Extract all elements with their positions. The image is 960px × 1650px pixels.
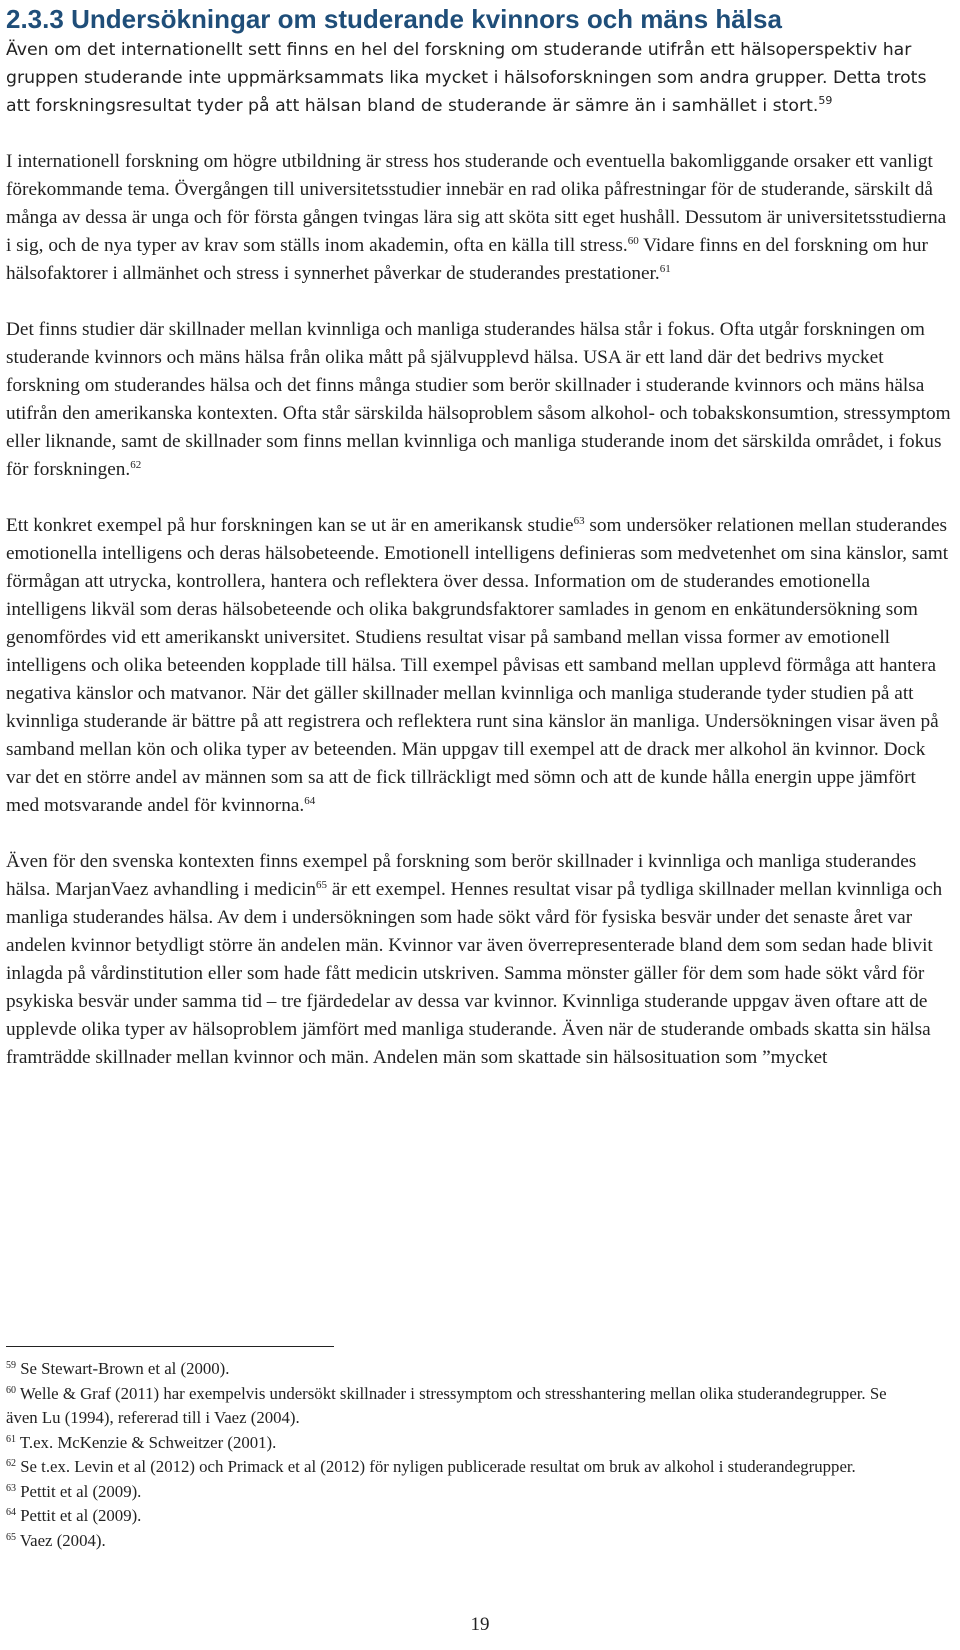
paragraph-text: Ett konkret exempel på hur forskningen kan se ut är en amerikansk studie [6,515,574,536]
footnote-ref[interactable]: 64 [304,795,316,807]
paragraph-stress [6,148,952,288]
paragraph-text: är ett exempel. Hennes resultat visar på tydliga skillnader mellan kvinnliga och manliga studerandes hälsa. Av dem i undersökningen som hade sökt vård för fysiska besvär under det senaste året var andelen kvinnor betydligt större än andelen män. Kvinnor var även överrepresenterade bland dem som sedan hade blivit inlagda på vårdinstitution eller som hade fått medicin utskriven. Samma mönster gäller för dem som hade sökt vård för psykiska besvär under samma tid – tre fjärdedelar av dessa var kvinnor. Kvinnliga studerande uppgav även oftare att de upplevde olika typer av hälsoproblem jämfört med manliga studerande. Även när de studerande ombads skatta sin hälsa framträdde skillnader mellan kvinnor och män. Andelen män som skattade sin hälsosituation som ”mycket [6,879,943,1068]
footnote [6,1431,906,1456]
footnotes [6,1357,906,1553]
footnote-number: 61 [6,1433,16,1445]
body-text [6,36,952,1072]
paragraph-text: Även om det internationellt sett finns en hel del forskning om studerande utifrån ett hälsoperspektiv har gruppen studerande inte uppmärksammats lika mycket i hälsoforskningen som andra grupper. Detta trots att forskningsresultat tyder på att hälsan bland de studerande är sämre än i samhället i stort. [6,40,927,116]
footnote-number: 62 [6,1458,16,1469]
footnote-text: Vaez (2004). [19,1530,106,1550]
paragraph-swedish-context [6,848,952,1072]
paragraph-intro [6,36,952,120]
section-number: 2.3.3 [6,4,64,34]
footnote-text: Welle & Graf (2011) har exempelvis undersökt skillnader i stressymptom och stresshantering mellan olika studerandegrupper. Se även Lu (1994), refererad till i Vaez (2004). [6,1383,887,1427]
footnote-text: Se t.ex. Levin et al (2012) och Primack et al (2012) för nyligen publicerade resultat om bruk av alkohol i studerandegrupper. [20,1457,856,1476]
paragraph-gender-differences [6,316,952,484]
footnote-number: 65 [6,1531,16,1543]
footnote-text: Pettit et al (2009). [20,1481,142,1501]
footnote-number: 59 [6,1360,16,1371]
footnote-number: 64 [6,1507,16,1518]
footnote-separator [6,1346,334,1347]
footnote [6,1504,906,1529]
paragraph-text: som undersöker relationen mellan studerandes emotionella intelligens och deras hälsobeteende. Emotionell intelligens definieras som medvetenhet om sina känslor, samt förmågan att utrycka, kontrollera, hantera och reflektera över dessa. Information om de studerandes emotionella intelligens likväl som deras hälsobeteende och olika bakgrundsfaktorer samlades in genom en enkätundersökning som genomfördes vid ett amerikanskt universitet. Studiens resultat visar på samband mellan vissa former av emotionell intelligens och olika beteenden kopplade till hälsa. Till exempel påvisas ett samband mellan upplevd förmåga att hantera negativa känslor och matvanor. När det gäller skillnader mellan kvinnliga och manliga studerande tyder studien på att kvinnliga studerande är bättre på att registrera och reflektera runt sina känslor än manliga. Undersökningen visar även på samband mellan kön och olika typer av beteenden. Män uppgav till exempel att de drack mer alkohol än kvinnor. Dock var det en större andel av männen som sa att de fick tillräckligt med sömn och att de kunde hålla energin uppe jämfört med motsvarande andel för kvinnorna. [6,515,949,816]
footnote-number: 63 [6,1482,16,1494]
footnote-number: 60 [6,1384,16,1396]
paragraph-text: Även för den svenska kontexten finns exempel på forskning som berör skillnader i kvinnliga och manliga studerandes hälsa. MarjanVaez avhandling i medicin [6,851,917,900]
footnote [6,1455,906,1480]
footnote [6,1529,906,1554]
footnote-ref[interactable]: 59 [818,94,833,107]
footnote-ref[interactable]: 61 [659,263,671,275]
footnote [6,1357,906,1382]
footnote [6,1382,906,1431]
footnote-ref[interactable]: 60 [627,235,639,247]
paragraph-text: Det finns studier där skillnader mellan kvinnliga och manliga studerandes hälsa står i fokus. Ofta utgår forskningen om studerande kvinnors och mäns hälsa från olika mått på självupplevd hälsa. USA är ett land där det bedrivs mycket forskning om studerandes hälsa och det finns många studier som berör skillnader i studerande kvinnors och mäns hälsa utifrån den amerikanska kontexten. Ofta står särskilda hälsoproblem såsom alkohol- och tobakskonsumtion, stressymptom eller liknande, samt de skillnader som finns mellan kvinnliga och manliga studerande inom det särskilda området, i fokus för forskningen. [6,319,951,480]
footnote-text: T.ex. McKenzie & Schweitzer (2001). [19,1432,277,1452]
footnote [6,1480,906,1505]
section-heading [6,2,956,36]
footnote-ref[interactable]: 65 [316,879,327,891]
section-title: Undersökningar om studerande kvinnors och mäns hälsa [71,4,782,34]
page-number: 19 [470,1614,490,1635]
footnote-text: Se Stewart-Brown et al (2000). [20,1359,230,1378]
paragraph-text: Vidare finns en del forskning om hur hälsofaktorer i allmänhet och stress i synnerhet påverkar de studerandes prestationer. [6,235,928,284]
paragraph-us-example [6,512,952,820]
footnote-ref[interactable]: 62 [130,459,142,471]
paragraph-text: I internationell forskning om högre utbildning är stress hos studerande och eventuella bakomliggande orsaker ett vanligt förekommande tema. Övergången till universitetsstudier innebär en rad olika påfrestningar för de studerande, särskilt då många av dessa är unga och för första gången tvingas lära sig att sköta sitt eget hushåll. Dessutom är universitetsstudierna i sig, och de nya typer av krav som ställs inom akademin, ofta en källa till stress. [6,151,947,256]
footnote-text: Pettit et al (2009). [20,1506,142,1525]
footnote-ref[interactable]: 63 [573,515,585,527]
